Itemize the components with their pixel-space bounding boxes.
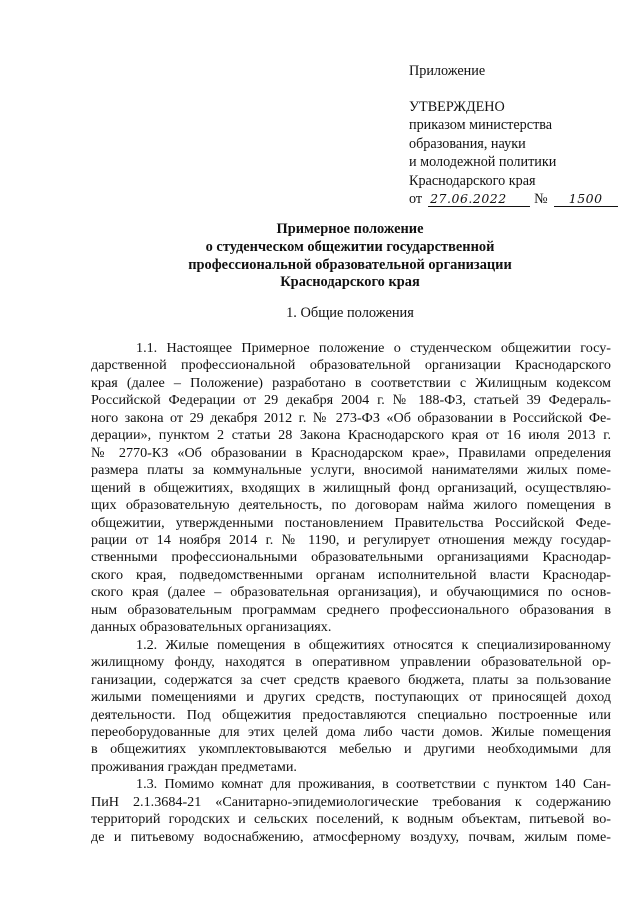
document-body — [91, 340, 611, 846]
text-line: 1.3. Помимо комнат для проживания, в соответствии с пунктом 140 Сан- — [136, 776, 611, 793]
approval-line: образования, науки — [409, 135, 526, 152]
text-line: дерации», пунктом 2 статьи 28 Закона Краснодарского края от 16 июля 2013 г. — [91, 427, 611, 444]
text-line: края (далее – Положение) разработано в соответствии с Жилищным кодексом — [91, 374, 611, 391]
text-line: рации от 14 ноября 2014 г. № 1190, и регулирует отношения между государ- — [91, 531, 611, 548]
document-title — [100, 221, 600, 292]
title-line: о студенческом общежитии государственной — [205, 238, 495, 255]
text-line: щих образовательную деятельность, по договорам найма жилого помещения в — [91, 497, 611, 514]
title-line: Краснодарского края — [280, 274, 420, 291]
order-date-number — [409, 190, 629, 209]
text-line: в общежитиях укомплектовываются мебелью и другими необходимыми для — [91, 741, 611, 758]
appendix-label: Приложение — [409, 63, 486, 79]
text-line: щений в общежитиях, входящих в жилищный фонд организаций, осуществляю- — [91, 479, 611, 496]
approval-block — [409, 62, 629, 209]
title-line: профессиональной образовательной организации — [188, 256, 512, 273]
spacer — [409, 81, 629, 98]
handwritten-number: 1500 — [554, 192, 618, 207]
text-line: ского края, подведомственными органам исполнительной власти Краснодар- — [91, 566, 611, 583]
approval-line: приказом министерства — [409, 117, 553, 133]
text-line: 1.1. Настоящее Примерное положение о студенческом общежитии госу- — [136, 340, 611, 356]
approval-line: Краснодарского края — [409, 172, 536, 189]
approved-label: УТВЕРЖДЕНО — [409, 98, 505, 115]
text-line: дарственной профессиональной образовательной организации Краснодарского — [91, 357, 611, 374]
text-line: проживания граждан предметами. — [91, 758, 297, 775]
text-line: переоборудованные для этих целей дома либо части домов. Жилые помещения — [91, 723, 611, 740]
text-line: де и питьевому водоснабжению, атмосферному воздуху, почвам, жилым поме- — [91, 828, 611, 845]
text-line: данных образовательных организациях. — [91, 619, 332, 636]
handwritten-date: 27.06.2022 — [428, 192, 530, 207]
text-line: ского края (далее – образовательная организация), и обучающимися по основ- — [91, 584, 611, 601]
text-line: общежитии, утвержденными постановлением Правительства Российской Феде- — [91, 514, 611, 531]
text-line: 1.2. Жилые помещения в общежитиях относятся к специализированному — [136, 636, 611, 653]
text-line: деятельности. Под общежития предоставляются специально построенные или — [91, 706, 611, 723]
text-line: территорий городских и сельских поселений, к водным объектам, питьевой во- — [91, 811, 611, 828]
text-line: ного закона от 29 декабря 2012 г. № 273-ФЗ «Об образовании в Российской Фе- — [91, 409, 611, 426]
number-label: № — [534, 191, 548, 207]
text-line: ПиН 2.1.3684-21 «Санитарно-эпидемиологические требования к содержанию — [91, 793, 611, 810]
text-line: ственными профессиональными образовательными организациями Краснодар- — [91, 549, 611, 566]
text-line: ганизации, содержатся за счет средств краевого бюджета, платы за пользование — [91, 671, 611, 688]
title-line: Примерное положение — [276, 221, 424, 237]
from-label: от — [409, 191, 423, 207]
text-line: Российской Федерации от 29 декабря 2004 г. № 188-ФЗ, статьей 39 Федераль- — [91, 392, 611, 409]
text-line: размера платы за коммунальные услуги, вносимой нанимателями жилых поме- — [91, 462, 611, 479]
approval-line: и молодежной политики — [409, 154, 557, 170]
text-line: ным образовательным программам среднего профессионального образования в — [91, 601, 611, 618]
text-line: жилыми помещениями и других средств, поступающих от приносящей доход — [91, 689, 611, 706]
text-line: жилищному фонду, находятся в оперативном управлении образовательной ор- — [91, 654, 611, 671]
text-line: № 2770-КЗ «Об образовании в Краснодарском крае», Правилами определения — [91, 444, 611, 461]
section-heading: 1. Общие положения — [286, 305, 414, 321]
